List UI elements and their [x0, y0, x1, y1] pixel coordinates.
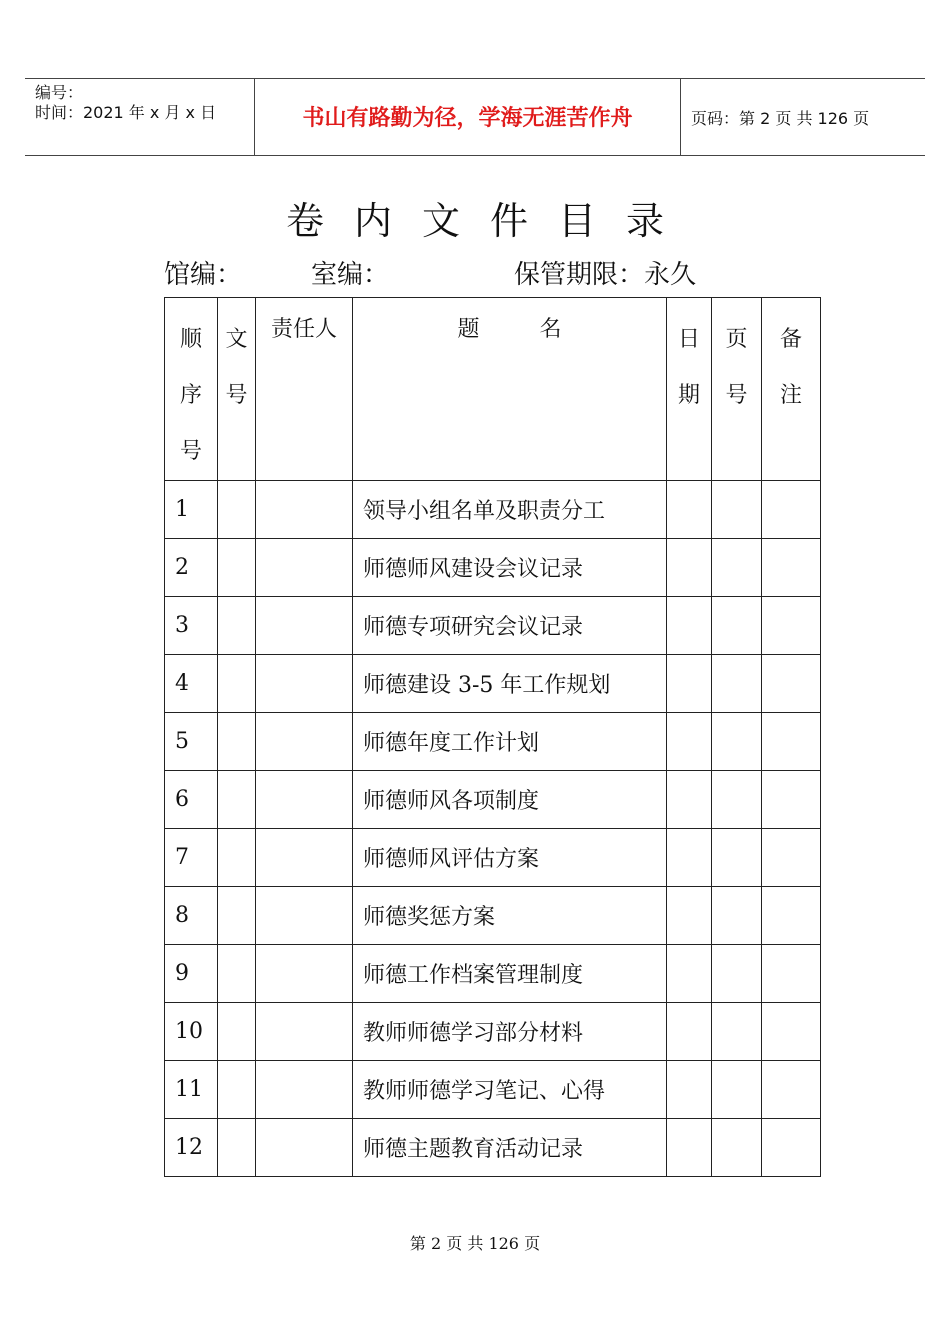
row-date [667, 481, 712, 539]
row-responsible [256, 945, 353, 1003]
header-doc-no: 文 号 [218, 298, 256, 481]
row-responsible [256, 829, 353, 887]
row-date [667, 771, 712, 829]
row-responsible [256, 481, 353, 539]
row-title: 师德专项研究会议记录 [353, 597, 667, 655]
row-seq-number: 9 [165, 945, 218, 1003]
table-row [165, 597, 821, 655]
row-remark [762, 655, 821, 713]
table-row [165, 771, 821, 829]
row-page [712, 1061, 762, 1119]
hall-number-label: 馆编： [164, 260, 243, 290]
row-remark [762, 1003, 821, 1061]
row-remark [762, 829, 821, 887]
room-number-label: 室编： [311, 260, 390, 290]
row-responsible [256, 1061, 353, 1119]
row-page [712, 1003, 762, 1061]
row-remark [762, 945, 821, 1003]
row-remark [762, 1119, 821, 1177]
row-page [712, 597, 762, 655]
date-line: 时间：2021 年 x 月 x 日 [35, 103, 217, 122]
table-row [165, 713, 821, 771]
row-remark [762, 1061, 821, 1119]
header-date: 日 期 [667, 298, 712, 481]
retention-period: 保管期限：永久 [514, 260, 697, 290]
row-seq-number: 11 [165, 1061, 218, 1119]
row-title: 师德师风评估方案 [353, 829, 667, 887]
row-title: 师德师风各项制度 [353, 771, 667, 829]
row-doc-no [218, 1061, 256, 1119]
row-seq-number: 7 [165, 829, 218, 887]
row-page [712, 481, 762, 539]
row-seq-number: 8 [165, 887, 218, 945]
row-seq-number: 6 [165, 771, 218, 829]
row-seq-number: 10 [165, 1003, 218, 1061]
row-title: 师德建设 3-5 年工作规划 [353, 655, 667, 713]
page-footer: 第 2 页 共 126 页 [409, 1234, 541, 1253]
row-title: 师德师风建设会议记录 [353, 539, 667, 597]
row-doc-no [218, 481, 256, 539]
table-row [165, 1003, 821, 1061]
row-doc-no [218, 1119, 256, 1177]
row-page [712, 539, 762, 597]
row-title: 教师师德学习笔记、心得 [353, 1061, 667, 1119]
row-seq-number: 12 [165, 1119, 218, 1177]
row-page [712, 655, 762, 713]
row-date [667, 539, 712, 597]
row-page [712, 829, 762, 887]
table-row [165, 1119, 821, 1177]
header-divider-left [254, 78, 255, 155]
row-remark [762, 481, 821, 539]
row-seq-number: 3 [165, 597, 218, 655]
row-responsible [256, 713, 353, 771]
row-doc-no [218, 539, 256, 597]
header-page: 页 号 [712, 298, 762, 481]
table-row [165, 481, 821, 539]
header-top-border [25, 78, 925, 79]
row-seq-number: 2 [165, 539, 218, 597]
row-remark [762, 887, 821, 945]
row-date [667, 1119, 712, 1177]
row-title: 师德年度工作计划 [353, 713, 667, 771]
row-responsible [256, 655, 353, 713]
row-date [667, 597, 712, 655]
row-title: 师德主题教育活动记录 [353, 1119, 667, 1177]
table-row [165, 887, 821, 945]
header-seq: 顺 序 号 [165, 298, 218, 481]
row-doc-no [218, 829, 256, 887]
header-motto: 书山有路勤为径，学海无涯苦作舟 [302, 106, 633, 131]
row-title: 领导小组名单及职责分工 [353, 481, 667, 539]
header-title: 题名 [353, 298, 667, 481]
row-responsible [256, 1119, 353, 1177]
row-date [667, 1061, 712, 1119]
header-bottom-border [25, 155, 925, 156]
row-responsible [256, 887, 353, 945]
doc-number-label: 编号： [35, 83, 84, 102]
row-title: 师德工作档案管理制度 [353, 945, 667, 1003]
row-page [712, 771, 762, 829]
header-info [35, 83, 216, 123]
row-date [667, 1003, 712, 1061]
row-page [712, 713, 762, 771]
table-row [165, 655, 821, 713]
row-seq-number: 4 [165, 655, 218, 713]
row-responsible [256, 771, 353, 829]
table-header-row [165, 298, 821, 481]
row-date [667, 655, 712, 713]
row-seq-number: 1 [165, 481, 218, 539]
row-date [667, 713, 712, 771]
table-row [165, 829, 821, 887]
header-divider-right [680, 78, 681, 155]
row-date [667, 945, 712, 1003]
row-page [712, 887, 762, 945]
row-doc-no [218, 945, 256, 1003]
row-remark [762, 539, 821, 597]
row-doc-no [218, 597, 256, 655]
row-page [712, 945, 762, 1003]
file-catalog-table [164, 297, 821, 1177]
row-responsible [256, 597, 353, 655]
row-responsible [256, 539, 353, 597]
page-title: 卷内文件目录 [285, 199, 694, 243]
table-row [165, 539, 821, 597]
row-remark [762, 597, 821, 655]
row-seq-number: 5 [165, 713, 218, 771]
row-doc-no [218, 1003, 256, 1061]
row-responsible [256, 1003, 353, 1061]
row-date [667, 829, 712, 887]
row-remark [762, 771, 821, 829]
row-title: 师德奖惩方案 [353, 887, 667, 945]
row-doc-no [218, 887, 256, 945]
header-responsible: 责任人 [256, 298, 353, 481]
row-date [667, 887, 712, 945]
row-doc-no [218, 771, 256, 829]
row-page [712, 1119, 762, 1177]
row-doc-no [218, 713, 256, 771]
table-row [165, 945, 821, 1003]
header-page-info: 页码：第 2 页 共 126 页 [691, 109, 870, 128]
row-doc-no [218, 655, 256, 713]
row-remark [762, 713, 821, 771]
row-title: 教师师德学习部分材料 [353, 1003, 667, 1061]
header-remark: 备 注 [762, 298, 821, 481]
table-row [165, 1061, 821, 1119]
